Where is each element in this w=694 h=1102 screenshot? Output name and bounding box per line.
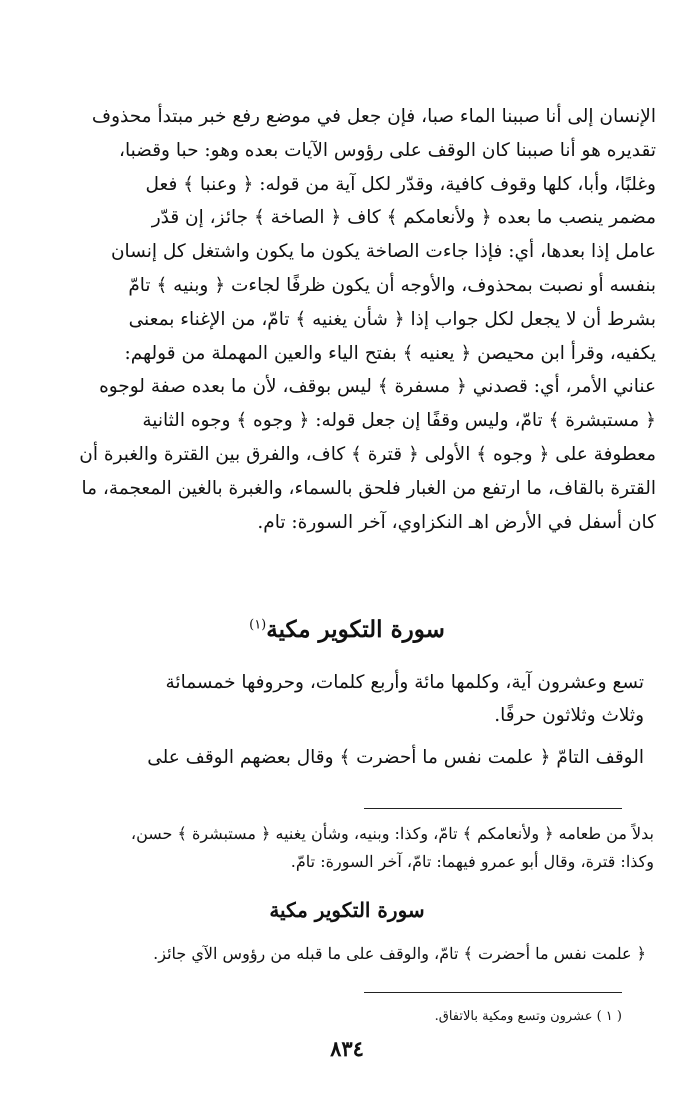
gloss-line: بدلاً من طعامه ﴿ ولأنعامكم ﴾ تامّ، وكذا: وبنيه، وشأن يغنيه ﴿ مستبشرة ﴾ حسن،	[130, 824, 654, 843]
text-line: القترة بالقاف، ما ارتفع من الغبار فلحق بالسماء، والغبرة بالغين المعجمة، ما	[81, 477, 656, 499]
surah-title: سورة التكوير مكية	[266, 616, 445, 643]
text-line: بنفسه أو نصبت بمحذوف، والأوجه أن يكون ظرفًا لجاءت ﴿ وبنيه ﴾ تامّ	[128, 274, 656, 296]
text-line: عامل إذا بعدها، أي: فإذا جاءت الصاخة يكون ما يكون واشتغل كل إنسان	[110, 241, 656, 263]
text-line: مضمر ينصب ما بعده ﴿ ولأنعامكم ﴾ كاف ﴿ الصاخة ﴾ جائز، إن قدّر	[151, 207, 656, 229]
footnote-divider	[364, 992, 622, 993]
text-line: تسع وعشرون آية، وكلمها مائة وأربع كلمات، وحروفها خمسمائة	[165, 672, 644, 693]
text-line: تقديره هو أنا صببنا كان الوقف على رؤوس الآيات بعده وهو: حبا وقضبا،	[118, 139, 656, 161]
waqf-paragraph: الوقف التامّ ﴿ علمت نفس ما أحضرت ﴾ وقال بعضهم الوقف على	[147, 747, 644, 768]
margin-gloss	[38, 820, 654, 876]
gloss-line: وكذا: قترة، وقال أبو عمرو فيهما: تامّ، آخر السورة: تامّ.	[290, 852, 654, 871]
main-text	[38, 100, 656, 539]
text-line: كان أسفل في الأرض اهـ النكزاوي، آخر السورة: تام.	[257, 511, 656, 533]
text-line: وغلبًا، وأبا، كلها وقوف كافية، وقدّر لكل آية من قوله: ﴿ وعنبا ﴾ فعل	[145, 173, 656, 195]
text-line: الإنسان إلى أنا صببنا الماء صبا، فإن جعل في موضع رفع خبر مبتدأ محذوف	[91, 106, 656, 127]
text-line: ﴿ مستبشرة ﴾ تامّ، وليس وقفًا إن جعل قوله: ﴿ وجوه ﴾ وجوه الثانية	[142, 410, 656, 432]
footnote: ( ١ ) عشرون وتسع ومكية بالاتفاق.	[434, 1009, 622, 1024]
footnote-marker: (١)	[249, 617, 267, 633]
page-number: ٨٣٤	[330, 1036, 364, 1061]
surah-intro	[38, 666, 644, 732]
gloss-heading: سورة التكوير مكية	[269, 898, 425, 922]
text-line: معطوفة على ﴿ وجوه ﴾ الأولى ﴿ قترة ﴾ كاف، والفرق بين القترة والغبرة أن	[79, 443, 656, 465]
text-line: عناني الأمر، أي: قصدني ﴿ مسفرة ﴾ ليس بوقف، لأن ما بعده صفة لوجوه	[99, 376, 656, 398]
surah-heading	[38, 616, 656, 643]
text-line: وثلاث وثلاثون حرفًا.	[494, 705, 644, 726]
divider-line	[364, 808, 622, 809]
gloss-text: ﴿ علمت نفس ما أحضرت ﴾ تامّ، والوقف على ما قبله من رؤوس الآي جائز.	[153, 944, 646, 963]
text-line: بشرط أن لا يجعل لكل جواب إذا ﴿ شأن يغنيه ﴾ تامّ، من الإغناء بمعنى	[128, 308, 656, 330]
text-line: يكفيه، وقرأ ابن محيصن ﴿ يعنيه ﴾ بفتح الياء والعين المهملة من قولهم:	[124, 342, 656, 364]
